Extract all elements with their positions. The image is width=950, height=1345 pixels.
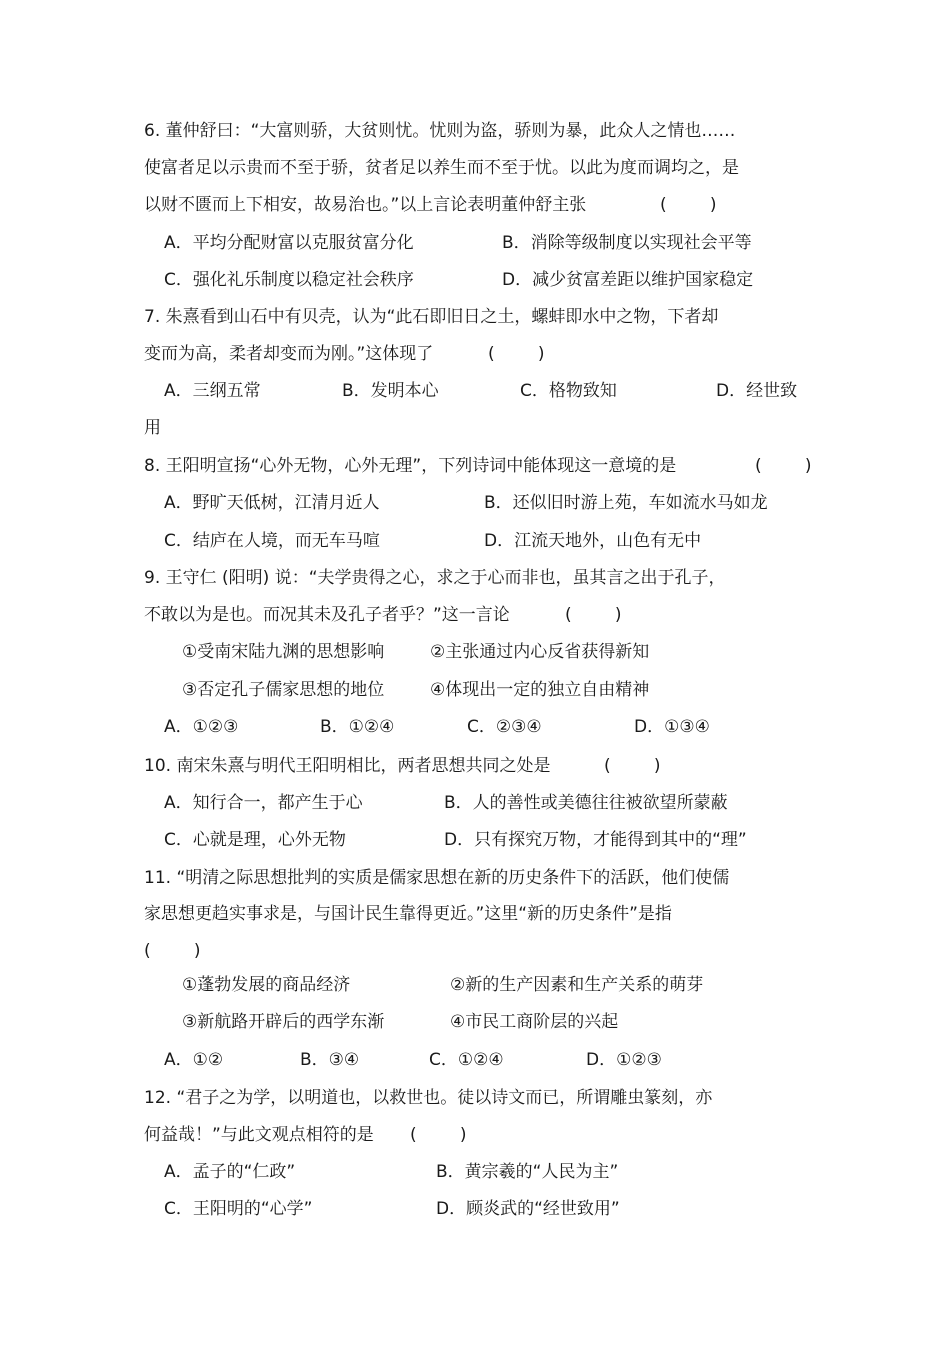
q8-answer-paren: ( ) [755,456,812,476]
q12-option-d: D．顾炎武的“经世致用” [436,1199,620,1219]
q12-option-a: A．孟子的“仁政” [164,1162,296,1182]
q9-answer-paren: ( ) [565,605,622,625]
q11-stem-line2: 家思想更趋实事求是，与国计民生靠得更近。”这里“新的历史条件”是指 [144,904,672,924]
q12-option-b: B．黄宗羲的“人民为主” [436,1162,619,1182]
q10-option-b: B．人的善性或美德往往被欲望所蒙蔽 [444,793,728,813]
q9-item-4: ④体现出一定的独立自由精神 [430,680,650,700]
q6-option-c: C．强化礼乐制度以稳定社会秩序 [164,270,414,290]
q7-option-a: A．三纲五常 [164,381,261,401]
q9-stem-line1: 9. 王守仁 (阳明) 说：“夫学贵得之心，求之于心而非也，虽其言之出于孔子， [144,568,726,588]
q6-stem-line1: 6. 董仲舒曰：“大富则骄，大贫则忧。忧则为盗，骄则为暴，此众人之情也…… [144,121,736,141]
q6-option-d: D．减少贫富差距以维护国家稳定 [502,270,754,290]
q12-answer-paren: ( ) [410,1125,467,1145]
q11-answer-paren: ( ) [144,941,201,961]
q9-item-2: ②主张通过内心反省获得新知 [430,642,650,662]
q7-option-b: B．发明本心 [342,381,439,401]
q10-answer-paren: ( ) [604,756,661,776]
q12-option-c: C．王阳明的“心学” [164,1199,313,1219]
q6-stem-line3: 以财不匮而上下相安，故易治也。”以上言论表明董仲舒主张 [144,195,587,215]
q8-option-a: A．野旷天低树，江清月近人 [164,493,380,513]
q7-answer-paren: ( ) [488,344,545,364]
q11-option-c: C．①②④ [429,1050,504,1070]
q11-option-a: A．①② [164,1050,224,1070]
q9-option-d: D．①③④ [634,717,710,737]
q10-option-d: D．只有探究万物，才能得到其中的“理” [444,830,747,850]
q11-item-4: ④市民工商阶层的兴起 [450,1012,619,1032]
q8-option-d: D．江流天地外，山色有无中 [484,531,702,551]
q11-item-2: ②新的生产因素和生产关系的萌芽 [450,975,704,995]
q9-option-a: A．①②③ [164,717,239,737]
q9-item-3: ③否定孔子儒家思想的地位 [182,680,385,700]
q11-option-d: D．①②③ [586,1050,662,1070]
q12-stem-line1: 12. “君子之为学，以明道也，以救世也。徒以诗文而已，所谓雕虫篆刻，亦 [144,1088,713,1108]
q11-option-b: B．③④ [300,1050,360,1070]
q6-stem-line2: 使富者足以示贵而不至于骄，贫者足以养生而不至于忧。以此为度而调均之，是 [144,158,739,178]
q11-item-3: ③新航路开辟后的西学东渐 [182,1012,385,1032]
q8-stem-line1: 8. 王阳明宣扬“心外无物，心外无理”，下列诗词中能体现这一意境的是 [144,456,677,476]
q8-option-b: B．还似旧时游上苑，车如流水马如龙 [484,493,768,513]
q6-option-a: A．平均分配财富以克服贫富分化 [164,233,414,253]
q7-option-c: C．格物致知 [520,381,617,401]
q7-option-d-wrap: 用 [144,418,161,438]
q11-item-1: ①蓬勃发展的商品经济 [182,975,351,995]
q11-stem-line1: 11. “明清之际思想批判的实质是儒家思想在新的历史条件下的活跃，他们使儒 [144,868,730,888]
q9-option-b: B．①②④ [320,717,395,737]
q9-item-1: ①受南宋陆九渊的思想影响 [182,642,385,662]
q9-option-c: C．②③④ [467,717,542,737]
q10-option-a: A．知行合一，都产生于心 [164,793,363,813]
q12-stem-line2: 何益哉！”与此文观点相符的是 [144,1125,374,1145]
q6-answer-paren: ( ) [660,195,717,215]
q7-option-d: D．经世致 [716,381,798,401]
q10-option-c: C．心就是理，心外无物 [164,830,346,850]
q9-stem-line2: 不敢以为是也。而况其未及孔子者乎？”这一言论 [144,605,510,625]
q7-stem-line1: 7. 朱熹看到山石中有贝壳，认为“此石即旧日之土，螺蚌即水中之物，下者却 [144,307,719,327]
q8-option-c: C．结庐在人境，而无车马喧 [164,531,380,551]
q6-option-b: B．消除等级制度以实现社会平等 [502,233,752,253]
q7-stem-line2: 变而为高，柔者却变而为刚。”这体现了 [144,344,434,364]
q10-stem-line1: 10. 南宋朱熹与明代王阳明相比，两者思想共同之处是 [144,756,551,776]
